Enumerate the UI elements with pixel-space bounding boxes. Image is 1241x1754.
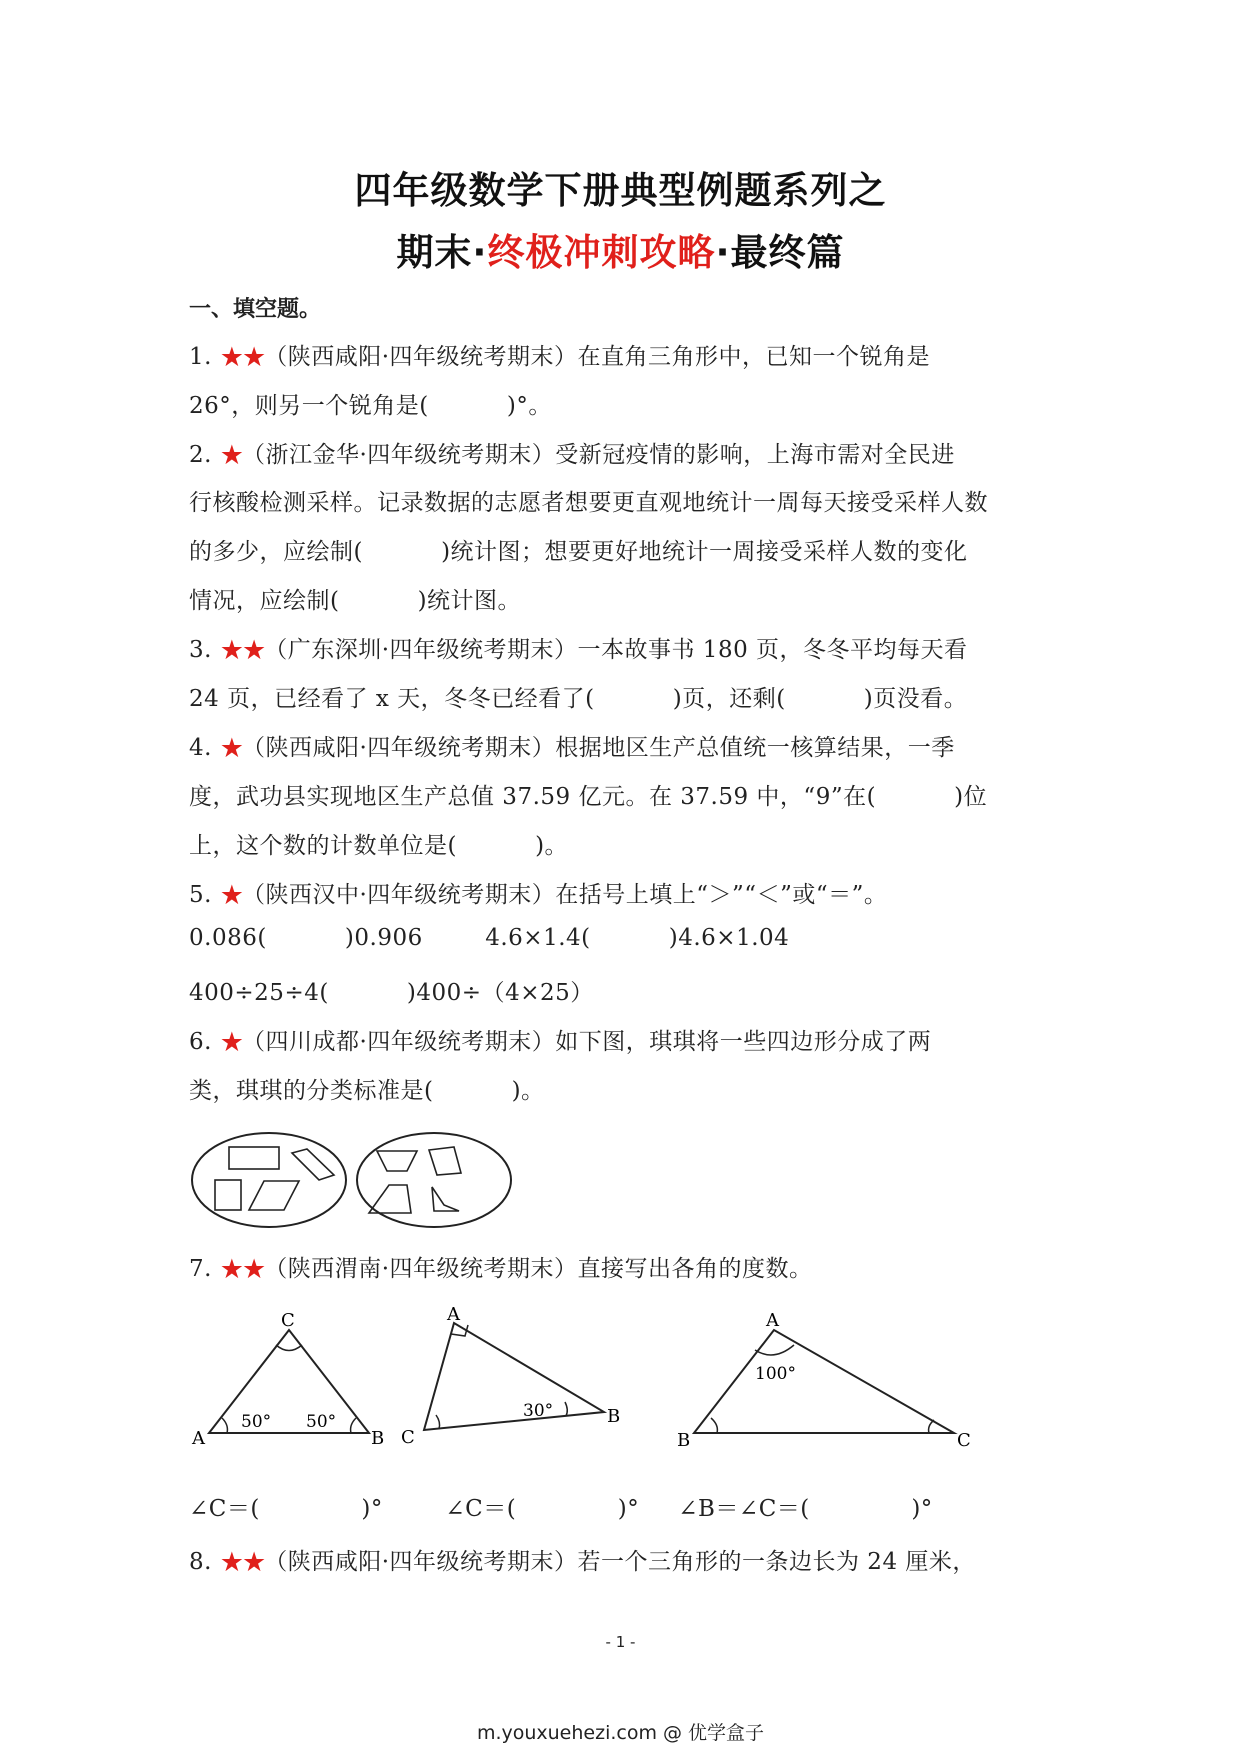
vertex-label: C [401,1427,415,1448]
vertex-label: A [192,1428,205,1449]
square-shape [215,1180,241,1210]
group-2-ellipse [357,1133,511,1227]
question-text: （陕西渭南·四年级统考期末）直接写出各角的度数。 [264,1256,813,1282]
question-text: （陕西汉中·四年级统考期末）在括号上填上“＞”“＜”或“＝”。 [241,882,888,908]
question-4-line-1 [189,729,955,762]
subtitle-part-b: ·最终篇 [715,231,845,274]
vertex-label: C [281,1310,295,1331]
question-8-line-1 [189,1543,976,1576]
subtitle-part-a: 期末· [396,231,488,274]
question-5-line-3: 400÷25÷4( )400÷（4×25） [189,980,594,1006]
question-4-line-2: 度，武功县实现地区生产总值 37.59 亿元。在 37.59 中，“9”在( )位 [189,784,988,810]
vertex-label: B [677,1430,691,1451]
vertex-label: B [371,1428,385,1449]
rhombus-shape [292,1149,334,1180]
question-number: 4. [189,735,212,761]
question-5-line-2: 0.086( )0.906 4.6×1.4( )4.6×1.04 [189,925,790,951]
question-number: 1. [189,344,212,370]
question-number: 8. [189,1549,212,1575]
vertex-label: A [766,1310,779,1331]
page-title: 四年级数学下册典型例题系列之 [354,169,887,212]
question-text: （四川成都·四年级统考期末）如下图，琪琪将一些四边形分成了两 [241,1029,932,1055]
angle-label: 50° [306,1412,337,1432]
quadrilateral-classification-figure [189,1125,519,1235]
rectangle-shape [229,1147,279,1169]
question-2-line-2: 行核酸检测采样。记录数据的志愿者想要更直观地统计一周每天接受采样人数 [189,490,988,516]
question-7-answers: ∠C＝( )° ∠C＝( )° ∠B＝∠C＝( )° [189,1496,933,1522]
group-1-ellipse [192,1133,346,1227]
concave-quad-shape [432,1187,459,1211]
triangles-figure [189,1300,1009,1460]
angle-label: 50° [241,1412,272,1432]
triangle-2 [401,1304,620,1448]
question-2-line-3: 的多少，应绘制( )统计图；想要更好地统计一周接受采样人数的变化 [189,539,968,565]
right-trapezoid-shape [369,1185,411,1213]
difficulty-stars: ★★ [219,1254,265,1285]
question-text: （广东深圳·四年级统考期末）一本故事书 180 页，冬冬平均每天看 [264,637,968,663]
trapezoid-shape [377,1151,417,1171]
difficulty-stars: ★★ [219,635,265,666]
question-text: （陕西咸阳·四年级统考期末）在直角三角形中，已知一个锐角是 [264,344,930,370]
vertex-label: C [957,1430,971,1451]
question-text: （浙江金华·四年级统考期末）受新冠疫情的影响，上海市需对全民进 [241,442,955,468]
difficulty-stars: ★ [219,733,242,764]
difficulty-stars: ★★ [219,1547,265,1578]
parallelogram-shape [249,1181,299,1210]
page-subtitle [0,222,1241,276]
section-heading: 一、填空题。 [189,297,322,322]
question-2-line-1 [189,436,955,469]
question-6-line-2: 类，琪琪的分类标准是( )。 [189,1078,545,1104]
vertex-label: A [447,1304,460,1325]
angle-label: 30° [523,1401,554,1421]
question-number: 5. [189,882,212,908]
vertex-label: B [607,1406,621,1427]
difficulty-stars: ★ [219,1027,242,1058]
triangle-1 [191,1310,384,1449]
triangle-3 [677,1310,971,1451]
angle-label: 100° [755,1364,796,1384]
question-text: （陕西咸阳·四年级统考期末）若一个三角形的一条边长为 24 厘米， [264,1549,976,1575]
question-number: 6. [189,1029,212,1055]
difficulty-stars: ★★ [219,342,265,373]
question-3-line-1 [189,631,968,664]
question-number: 2. [189,442,212,468]
difficulty-stars: ★ [219,880,242,911]
question-3-line-2: 24 页，已经看了 x 天，冬冬已经看了( )页，还剩( )页没看。 [189,686,968,712]
question-number: 7. [189,1256,212,1282]
question-text: （陕西咸阳·四年级统考期末）根据地区生产总值统一核算结果，一季 [241,735,955,761]
question-6-line-1 [189,1023,931,1056]
difficulty-stars: ★ [219,440,242,471]
subtitle-highlight: 终极冲刺攻略 [487,231,716,274]
question-1-line-1 [189,338,930,371]
footer-watermark: m.youxuehezi.com @ 优学盒子 [476,1722,765,1744]
question-4-line-3: 上，这个数的计数单位是( )。 [189,833,569,859]
question-1-line-2: 26°，则另一个锐角是( )°。 [189,393,552,419]
question-7-line-1 [189,1250,813,1283]
question-number: 3. [189,637,212,663]
question-2-line-4: 情况，应绘制( )统计图。 [189,588,522,614]
irregular-quad-shape [429,1147,461,1175]
question-5-line-1 [189,876,887,909]
page-number: - 1 - [605,1633,636,1651]
